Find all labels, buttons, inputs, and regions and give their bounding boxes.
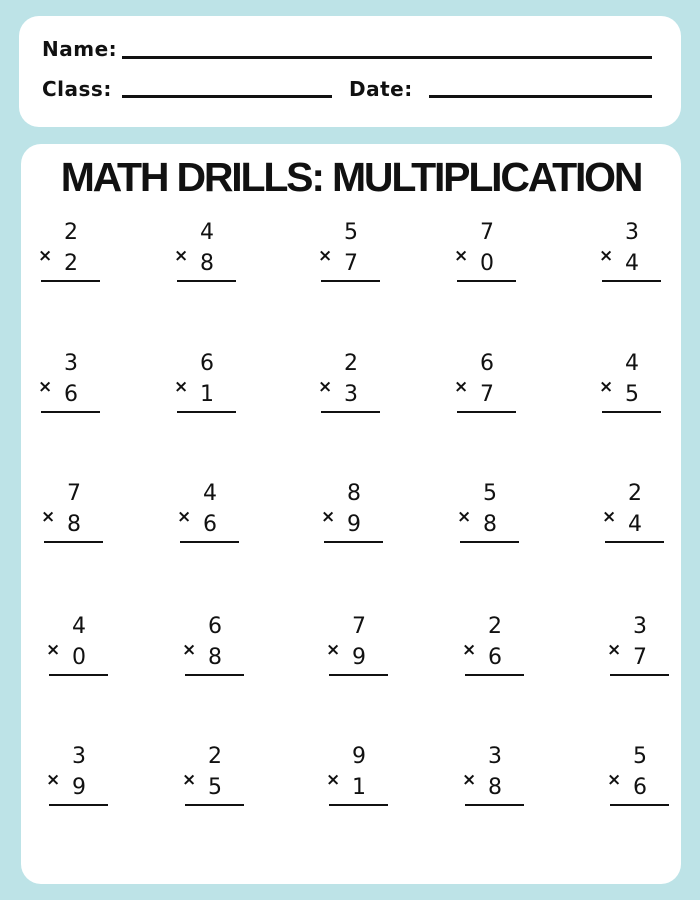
problem-item [318,221,378,285]
problem-item [326,745,386,809]
multiplicand: 2 [488,614,502,639]
multiply-sign-icon: × [599,377,614,397]
problem-item [454,352,514,416]
multiply-sign-icon: × [46,770,61,790]
multiplicand: 4 [203,481,217,506]
multiplier: 1 [200,382,214,407]
problem-item [318,352,378,416]
multiplier: 5 [625,382,639,407]
problem-item [177,482,237,546]
multiplier: 8 [208,645,222,670]
multiplier: 6 [488,645,502,670]
multiplicand: 6 [480,351,494,376]
multiplicand: 3 [488,744,502,769]
multiplier: 2 [64,251,78,276]
multiplier: 7 [480,382,494,407]
answer-line[interactable] [465,674,524,676]
multiplicand: 6 [200,351,214,376]
date-field[interactable] [429,95,652,98]
problem-item [462,615,522,679]
name-field[interactable] [122,56,652,59]
multiplier: 8 [483,512,497,537]
multiply-sign-icon: × [321,507,336,527]
answer-line[interactable] [457,280,516,282]
multiplicand: 3 [633,614,647,639]
problem-item [182,615,242,679]
answer-line[interactable] [605,541,664,543]
multiplicand: 2 [628,481,642,506]
multiplicand: 5 [633,744,647,769]
multiplicand: 7 [352,614,366,639]
answer-line[interactable] [602,411,661,413]
multiplicand: 9 [352,744,366,769]
answer-line[interactable] [49,804,108,806]
answer-line[interactable] [185,674,244,676]
multiplier: 5 [208,775,222,800]
multiplier: 0 [480,251,494,276]
multiplicand: 4 [625,351,639,376]
multiply-sign-icon: × [46,640,61,660]
multiplier: 6 [633,775,647,800]
answer-line[interactable] [44,541,103,543]
multiplier: 1 [352,775,366,800]
multiplicand: 4 [200,220,214,245]
multiply-sign-icon: × [602,507,617,527]
answer-line[interactable] [324,541,383,543]
answer-line[interactable] [49,674,108,676]
multiplier: 4 [628,512,642,537]
problem-item [174,221,234,285]
problem-item [599,221,659,285]
multiplier: 9 [72,775,86,800]
problem-item [607,745,667,809]
multiplier: 6 [64,382,78,407]
multiplier: 8 [67,512,81,537]
multiply-sign-icon: × [174,377,189,397]
multiplicand: 7 [67,481,81,506]
problem-item [454,221,514,285]
multiply-sign-icon: × [599,246,614,266]
multiplier: 8 [200,251,214,276]
multiply-sign-icon: × [41,507,56,527]
multiply-sign-icon: × [462,770,477,790]
answer-line[interactable] [321,280,380,282]
answer-line[interactable] [321,411,380,413]
multiplicand: 2 [344,351,358,376]
multiply-sign-icon: × [182,770,197,790]
multiply-sign-icon: × [38,246,53,266]
multiplicand: 3 [625,220,639,245]
date-label: Date: [349,77,413,101]
multiply-sign-icon: × [326,640,341,660]
problem-item [46,615,106,679]
problem-item [182,745,242,809]
problem-item [321,482,381,546]
worksheet-card [21,144,681,884]
multiply-sign-icon: × [457,507,472,527]
multiply-sign-icon: × [177,507,192,527]
worksheet-title: MATH DRILLS: MULTIPLICATION [60,154,642,200]
answer-line[interactable] [41,280,100,282]
multiply-sign-icon: × [607,770,622,790]
multiplier: 9 [352,645,366,670]
multiplier: 6 [203,512,217,537]
multiplicand: 3 [72,744,86,769]
problem-item [174,352,234,416]
multiply-sign-icon: × [607,640,622,660]
student-info-card [19,16,681,127]
answer-line[interactable] [610,674,669,676]
answer-line[interactable] [460,541,519,543]
multiplier: 9 [347,512,361,537]
multiplicand: 2 [64,220,78,245]
multiply-sign-icon: × [318,377,333,397]
answer-line[interactable] [41,411,100,413]
problem-item [462,745,522,809]
multiply-sign-icon: × [454,246,469,266]
answer-line[interactable] [465,804,524,806]
name-label: Name: [42,37,118,61]
multiplicand: 5 [344,220,358,245]
multiplier: 0 [72,645,86,670]
problem-item [41,482,101,546]
problem-item [599,352,659,416]
answer-line[interactable] [329,804,388,806]
multiplicand: 2 [208,744,222,769]
multiply-sign-icon: × [454,377,469,397]
multiply-sign-icon: × [326,770,341,790]
answer-line[interactable] [602,280,661,282]
multiplicand: 3 [64,351,78,376]
multiplier: 4 [625,251,639,276]
multiply-sign-icon: × [182,640,197,660]
answer-line[interactable] [177,280,236,282]
class-field[interactable] [122,95,332,98]
problem-item [457,482,517,546]
problem-item [38,221,98,285]
multiplier: 7 [344,251,358,276]
answer-line[interactable] [185,804,244,806]
multiplicand: 4 [72,614,86,639]
multiplier: 8 [488,775,502,800]
problem-item [38,352,98,416]
class-label: Class: [42,77,112,101]
multiply-sign-icon: × [462,640,477,660]
problem-item [46,745,106,809]
multiplicand: 5 [483,481,497,506]
problem-item [602,482,662,546]
answer-line[interactable] [180,541,239,543]
multiplier: 3 [344,382,358,407]
answer-line[interactable] [610,804,669,806]
problem-item [326,615,386,679]
multiplicand: 6 [208,614,222,639]
multiplicand: 7 [480,220,494,245]
multiply-sign-icon: × [174,246,189,266]
multiplier: 7 [633,645,647,670]
multiply-sign-icon: × [318,246,333,266]
answer-line[interactable] [329,674,388,676]
answer-line[interactable] [177,411,236,413]
multiplicand: 8 [347,481,361,506]
multiply-sign-icon: × [38,377,53,397]
problem-item [607,615,667,679]
answer-line[interactable] [457,411,516,413]
